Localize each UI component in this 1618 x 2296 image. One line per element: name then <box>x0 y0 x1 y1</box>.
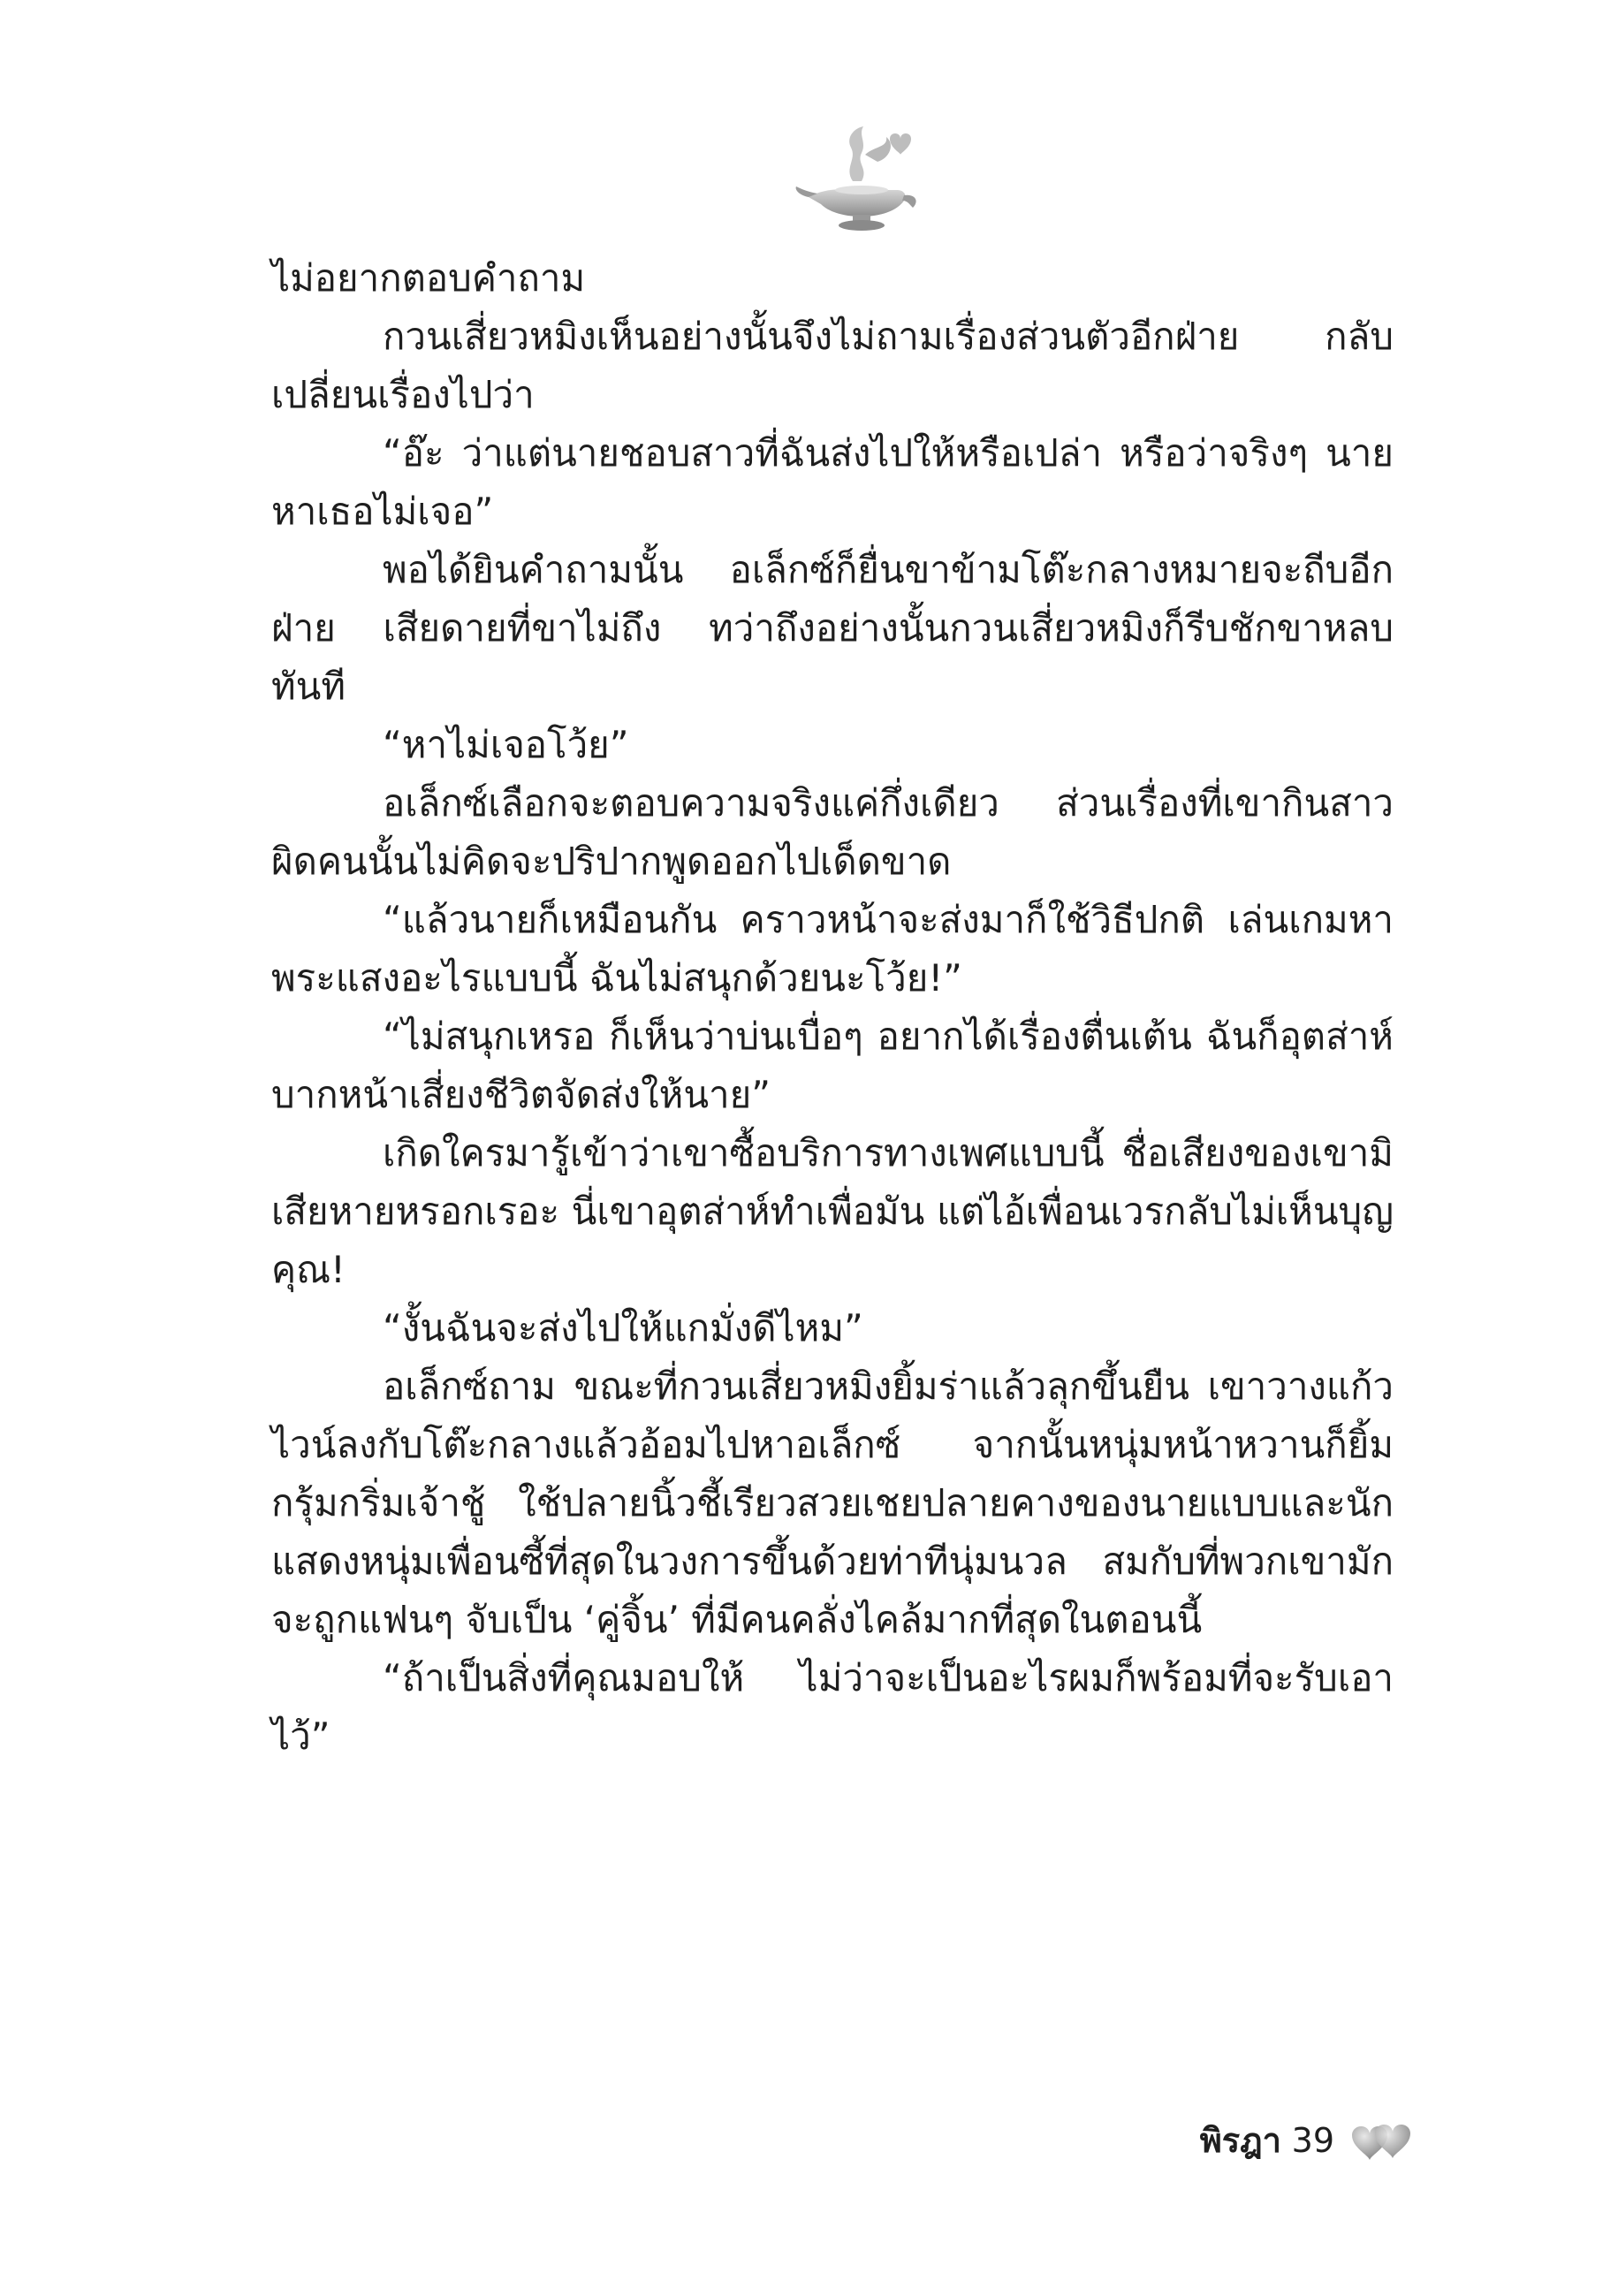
body-text <box>271 249 1394 1766</box>
paragraph: “อ๊ะ ว่าแต่นายชอบสาวที่ฉันส่งไปให้หรือเปล่า หรือว่าจริงๆ นายหาเธอไม่เจอ” <box>271 431 1394 533</box>
paragraph: “ไม่สนุกเหรอ ก็เห็นว่าบ่นเบื่อๆ อยากได้เรื่องตื่นเต้น ฉันก็อุตส่าห์บากหน้าเสี่ยงชีวิตจัดส่งให้นาย” <box>271 1015 1394 1116</box>
lamp-ornament-icon <box>791 119 923 234</box>
paragraph: “แล้วนายก็เหมือนกัน คราวหน้าจะส่งมาก็ใช้วิธีปกติ เล่นเกมหาพระแสงอะไรแบบนี้ ฉันไม่สนุกด้วยนะโว้ย!” <box>271 898 1394 1000</box>
page-number: 39 <box>1291 2121 1334 2160</box>
paragraph: พอได้ยินคำถามนั้น อเล็กซ์ก็ยื่นขาข้ามโต๊ะกลางหมายจะถีบอีกฝ่าย เสียดายที่ขาไม่ถึง ทว่าถึงอย่างนั้นกวนเสี่ยวหมิงก็รีบชักขาหลบทันที <box>271 548 1394 708</box>
paragraph: อเล็กซ์ถาม ขณะที่กวนเสี่ยวหมิงยิ้มร่าแล้วลุกขึ้นยืน เขาวางแก้วไวน์ลงกับโต๊ะกลางแล้วอ้อมไปหาอเล็กซ์ จากนั้นหนุ่มหน้าหวานก็ยิ้มกรุ้มกริ่มเจ้าชู้ ใช้ปลายนิ้วชี้เรียวสวยเชยปลายคางของนายแบบและนักแสดงหนุ่มเพื่อนซี้ที่สุดในวงการขึ้นด้วยท่าทีนุ่มนวล สมกับที่พวกเขามักจะถูกแฟนๆ จับเป็น ‘คู่จิ้น’ ที่มีคนคลั่งไคล้มากที่สุดในตอนนี้ <box>271 1365 1394 1641</box>
paragraph: “หาไม่เจอโว้ย” <box>383 723 629 766</box>
paragraph: “ถ้าเป็นสิ่งที่คุณมอบให้ ไม่ว่าจะเป็นอะไรผมก็พร้อมที่จะรับเอาไว้” <box>271 1656 1394 1758</box>
paragraph: ไม่อยากตอบคำถาม <box>271 256 586 300</box>
paragraph: เกิดใครมารู้เข้าว่าเขาซื้อบริการทางเพศแบบนี้ ชื่อเสียงของเขามิเสียหายหรอกเรอะ นี่เขาอุตส่าห์ทำเพื่อมัน แต่ไอ้เพื่อนเวรกลับไม่เห็นบุญคุณ! <box>271 1131 1394 1291</box>
paragraph: “งั้นฉันจะส่งไปให้แกมั่งดีไหม” <box>383 1306 863 1349</box>
paragraph: อเล็กซ์เลือกจะตอบความจริงแค่กึ่งเดียว ส่วนเรื่องที่เขากินสาวผิดคนนั้นไม่คิดจะปริปากพูดออกไปเด็ดขาด <box>271 781 1394 883</box>
paragraph: กวนเสี่ยวหมิงเห็นอย่างนั้นจึงไม่ถามเรื่องส่วนตัวอีกฝ่าย กลับเปลี่ยนเรื่องไปว่า <box>271 315 1394 416</box>
author-name: พิรฎา <box>1199 2121 1281 2160</box>
hearts-icon <box>1348 2117 1414 2163</box>
page-footer <box>1149 2114 1414 2167</box>
